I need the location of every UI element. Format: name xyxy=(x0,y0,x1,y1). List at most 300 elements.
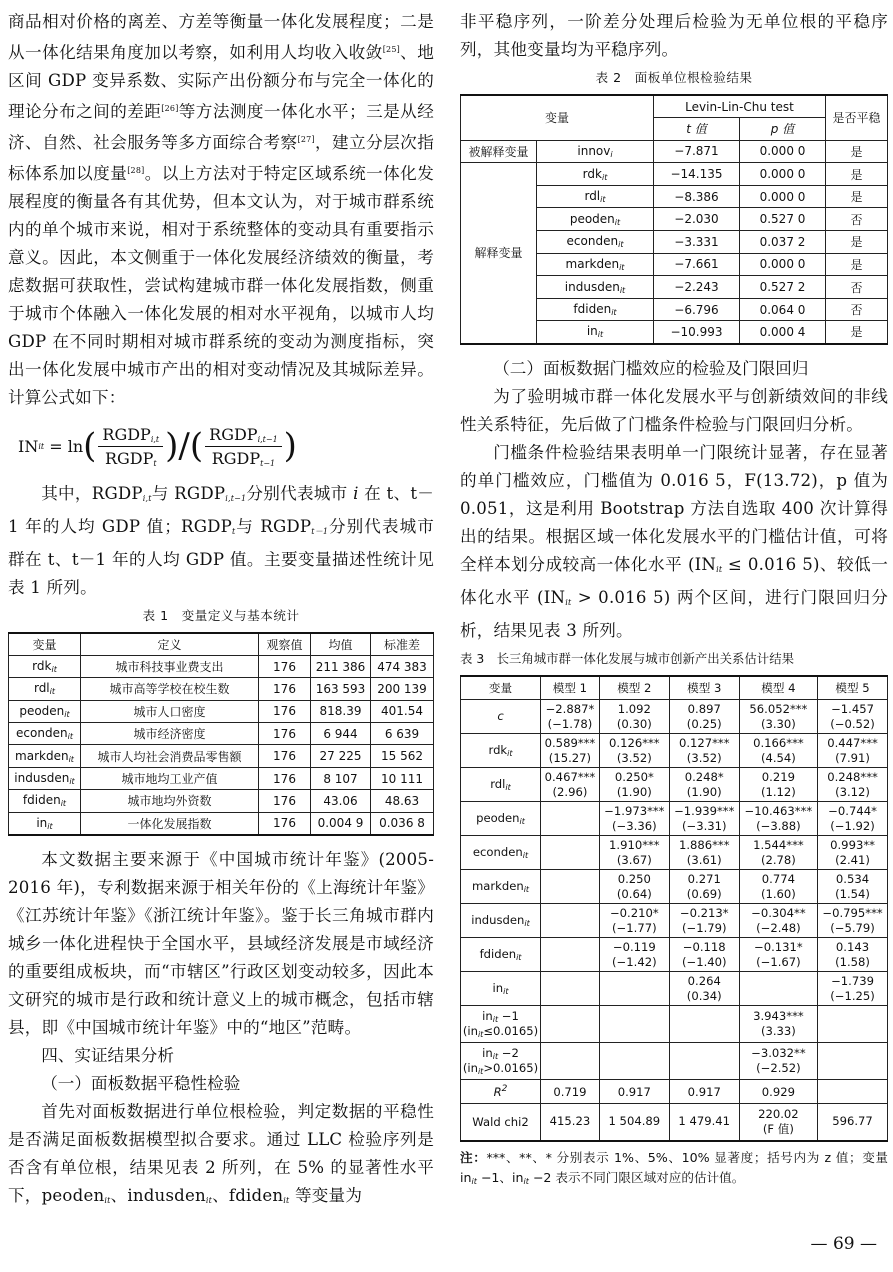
z-value: (15.27) xyxy=(548,750,592,765)
table-row xyxy=(461,836,888,870)
p-value-cell: 0.064 0 xyxy=(740,298,826,321)
estimate-cell xyxy=(739,802,817,836)
variable-cell: Wald chi2 xyxy=(461,1104,541,1141)
variable-subscript: it xyxy=(505,783,511,793)
variable-condition: (in xyxy=(462,1061,478,1076)
subsection-heading: （一）面板数据平稳性检验 xyxy=(41,1073,241,1093)
coefficient: 0.774 xyxy=(761,871,795,886)
variable-subscript: it xyxy=(619,262,625,272)
p-value-cell: 0.000 0 xyxy=(740,185,826,208)
variable-cell xyxy=(461,972,541,1006)
z-value: (2.96) xyxy=(552,784,588,799)
variable-subscript: it xyxy=(614,217,621,227)
mean-cell: 6 944 xyxy=(311,723,371,745)
z-value: (0.34) xyxy=(686,988,722,1003)
stationary-cell: 是 xyxy=(826,140,888,163)
estimate-cell xyxy=(818,768,888,802)
estimate-cell xyxy=(541,768,600,802)
estimate-cell xyxy=(818,802,888,836)
mean-cell: 0.004 9 xyxy=(311,812,371,834)
t-value-cell: −8.386 xyxy=(654,185,740,208)
variable-cell xyxy=(537,163,654,186)
variable-condition: ≤0.0165) xyxy=(483,1024,539,1039)
variable-name: peoden xyxy=(569,211,615,226)
z-value: (3.52) xyxy=(686,750,722,765)
table-row xyxy=(461,802,888,836)
table-header: 是否平稳 xyxy=(826,95,888,140)
estimate-cell xyxy=(599,972,669,1006)
mean-cell: 27 225 xyxy=(311,745,371,767)
paragraph-6: 为了验明城市群一体化发展水平与创新绩效间的非线性关系特征，先后做了门槛条件检验与门限回归分析。 xyxy=(460,386,888,434)
t-value-cell: −14.135 xyxy=(654,163,740,186)
coefficient: 0.248*** xyxy=(827,769,878,784)
z-value: (2.41) xyxy=(835,852,870,867)
variable-cell xyxy=(9,767,81,789)
coefficient: 0.143 xyxy=(835,939,870,954)
table3-caption: 表 3 长三角城市群一体化发展与城市创新产出关系估计结果 xyxy=(460,650,794,666)
variable-cell xyxy=(537,208,654,231)
estimate-cell xyxy=(818,734,888,768)
coefficient: −1.739 xyxy=(831,973,874,988)
formula: IN it = ln ( $\frac{RGDP_{i,t}}{RGDP_t}$ ) / ( $\frac{RGDP_{i,t-1}}{RGDP_{t-1}}$ ) xyxy=(18,424,297,468)
variable-subscript: it xyxy=(600,195,606,205)
coefficient: 0.250 xyxy=(617,871,651,886)
estimate-cell xyxy=(739,904,817,938)
z-value: (3.33) xyxy=(760,1024,796,1039)
estimate-cell xyxy=(669,734,739,768)
table1-caption: 表 1 变量定义与基本统计 xyxy=(142,608,300,623)
variable-subscript: it xyxy=(60,799,67,809)
coefficient: 0.264 xyxy=(687,973,721,988)
mean-cell: 211 386 xyxy=(311,655,371,677)
wald-cell xyxy=(669,1104,739,1141)
p-value-cell: 0.527 2 xyxy=(740,276,826,299)
table-row xyxy=(9,678,434,700)
variable-name: econden xyxy=(472,845,523,860)
coefficient: −0.795*** xyxy=(822,905,883,920)
z-value: (−0.52) xyxy=(830,716,875,731)
section-heading: 四、实证结果分析 xyxy=(41,1045,174,1065)
definition-cell: 城市高等学校在校生数 xyxy=(81,678,259,700)
variable-cell xyxy=(9,745,81,767)
table-header: 变量 xyxy=(9,633,81,655)
estimate-cell xyxy=(541,700,600,734)
definition-cell: 城市经济密度 xyxy=(81,723,259,745)
wald-value: 596.77 xyxy=(832,1114,873,1129)
estimate-cell xyxy=(818,938,888,972)
table-2 xyxy=(460,94,888,345)
estimate-cell xyxy=(599,904,669,938)
estimate-cell xyxy=(599,1006,669,1043)
z-value: (3.52) xyxy=(616,750,652,765)
p-value-cell: 0.000 0 xyxy=(740,253,826,276)
variable-cell xyxy=(9,700,81,722)
z-value: (−5.79) xyxy=(830,920,875,935)
variable-subscript: it xyxy=(618,240,624,250)
paragraph-3: 本文数据主要来源于《中国城市统计年鉴》(2005-2016 年)，专利数据来源于相关年份的《上海统计年鉴》《江苏统计年鉴》《浙江统计年鉴》。鉴于长三角城市群内城乡一体化进程快于全国水平，县域经济发展是市域经济的重要组成板块，而“市辖区”行政区划变动较多，因此本文研究的城市是行政和统计意义上的城市概念，包括市辖县，即《中国城市统计年鉴》中的“地区”范畴。 xyxy=(8,849,434,1037)
estimate-cell xyxy=(541,870,600,904)
variable-cell xyxy=(461,836,541,870)
sd-cell: 15 562 xyxy=(371,745,434,767)
sd-cell: 10 111 xyxy=(371,767,434,789)
z-value: (4.54) xyxy=(760,750,796,765)
table2-caption: 表 2 面板单位根检验结果 xyxy=(595,70,753,85)
variable-name: markden xyxy=(471,879,524,894)
coefficient: −1.939*** xyxy=(674,803,735,818)
z-value: (−1.40) xyxy=(681,954,727,969)
z-value: (0.25) xyxy=(686,716,722,731)
stationary-cell: 是 xyxy=(826,185,888,208)
coefficient: 0.467*** xyxy=(544,769,596,784)
estimate-cell xyxy=(541,972,600,1006)
stationary-cell: 是 xyxy=(826,163,888,186)
paragraph-1: 商品相对价格的离差、方差等衡量一体化发展程度；二是从一体化结果角度加以考察，如利用人均收入收敛[25]、地区间 GDP 变异系数、实际产出份额分布与完全一体化的理论分布之间的差距[26]等方法测度一体化水平；三是从经济、自然、社会服务等多方面综合考察[27]，建立分层次指标体系加以度量[28]。以上方法对于特定区域系统一体化发展程度的衡量各有其优势，但本文认为，对于城市群系统内的单个城市来说，相对于系统整体的变动具有重要指示意义。因此，本文侧重于一体化发展经济绩效的衡量，考虑数据可获取性，尝试构建城市群一体化发展指数，侧重于城市个体融入一体化发展的相对水平视角，以城市人均 GDP 在不同时期相对城市群系统的变动为测度指标，突出一体化发展中城市产出的相对变动情况及其城际差异。计算公式如下： xyxy=(8,12,435,407)
variable-cell xyxy=(461,938,541,972)
table-row xyxy=(461,163,888,186)
estimate-cell xyxy=(599,802,669,836)
z-value: (−2.48) xyxy=(756,920,801,935)
coefficient: 0.248* xyxy=(684,769,724,784)
coefficient: 1.544*** xyxy=(753,837,804,852)
t-value-cell: −7.661 xyxy=(654,253,740,276)
coefficient: 0.250* xyxy=(614,769,654,784)
definition-cell: 城市地均外资数 xyxy=(81,790,259,812)
variable-name: markden xyxy=(15,748,69,763)
coefficient: 0.993** xyxy=(830,837,875,852)
definition-cell: 城市科技事业费支出 xyxy=(81,655,259,677)
coefficient: 0.897 xyxy=(687,701,721,716)
estimate-cell xyxy=(541,1043,600,1080)
table-header: 均值 xyxy=(311,633,371,655)
count-cell: 176 xyxy=(259,790,311,812)
coefficient: 0.219 xyxy=(761,769,795,784)
table-row xyxy=(461,734,888,768)
z-value: (−1.67) xyxy=(756,954,801,969)
estimate-cell xyxy=(599,768,669,802)
definition-cell: 城市人均社会消费品零售额 xyxy=(81,745,259,767)
z-value: (7.91) xyxy=(835,750,870,765)
estimate-cell xyxy=(669,870,739,904)
p-value-cell: 0.000 0 xyxy=(740,163,826,186)
mean-cell: 43.06 xyxy=(311,790,371,812)
variable-name: fdiden xyxy=(479,947,517,962)
table-row xyxy=(461,1104,888,1141)
subsection-heading: （二）面板数据门槛效应的检验及门限回归 xyxy=(493,358,809,378)
variable-subscript: it xyxy=(619,285,626,295)
wald-value: 1 479.41 xyxy=(678,1114,731,1129)
coefficient: 0.166*** xyxy=(753,735,804,750)
variable-subscript: it xyxy=(67,732,73,742)
z-value: (2.78) xyxy=(760,852,796,867)
estimate-cell xyxy=(669,836,739,870)
variable-cell xyxy=(537,185,654,208)
sd-cell: 474 383 xyxy=(371,655,434,677)
variable-cell xyxy=(9,812,81,834)
z-value: (1.60) xyxy=(760,886,796,901)
variable-subscript: it xyxy=(492,1015,499,1025)
estimate-cell xyxy=(541,836,600,870)
z-value: (3.61) xyxy=(686,852,722,867)
z-value: (−1.42) xyxy=(612,954,657,969)
r2-cell: 0.917 xyxy=(669,1080,739,1104)
estimate-cell xyxy=(818,870,888,904)
table-header: 变量 xyxy=(461,676,541,700)
stationary-cell: 是 xyxy=(826,253,888,276)
table-header: 模型 5 xyxy=(818,676,888,700)
coefficient: 0.447*** xyxy=(827,735,878,750)
estimate-cell xyxy=(818,904,888,938)
coefficient: −0.744* xyxy=(828,803,877,818)
coefficient: −10.463*** xyxy=(744,803,813,818)
z-value: (3.12) xyxy=(835,784,870,799)
left-column xyxy=(8,8,434,1215)
variable-cell xyxy=(537,140,654,163)
coefficient: −0.213* xyxy=(679,905,729,920)
estimate-cell xyxy=(739,836,817,870)
variable-name: innov xyxy=(577,143,611,158)
variable-condition: (in xyxy=(462,1024,478,1039)
table-row xyxy=(9,655,434,677)
variable-name: rdl xyxy=(490,777,506,792)
wald-cell xyxy=(739,1104,817,1141)
coefficient: 56.052*** xyxy=(749,701,808,716)
variable-subscript: it xyxy=(522,851,529,861)
estimate-cell xyxy=(739,1043,817,1080)
z-value: (1.54) xyxy=(835,886,870,901)
variable-name: indusden xyxy=(14,771,70,786)
variable-subscript: it xyxy=(519,817,525,827)
variable-cell xyxy=(461,734,541,768)
sd-cell: 401.54 xyxy=(371,700,434,722)
z-value: (−1.78) xyxy=(547,716,593,731)
variable-name: c xyxy=(497,709,504,724)
count-cell: 176 xyxy=(259,655,311,677)
table-header: 标准差 xyxy=(371,633,434,655)
variable-name: indusden xyxy=(564,279,620,294)
z-value: (−1.25) xyxy=(830,988,875,1003)
variable-subscript: it xyxy=(516,953,522,963)
estimate-cell xyxy=(599,734,669,768)
table-row xyxy=(461,700,888,734)
estimate-cell xyxy=(669,802,739,836)
z-value: (0.69) xyxy=(686,886,722,901)
estimate-cell xyxy=(739,938,817,972)
definition-cell: 城市地均工业产值 xyxy=(81,767,259,789)
table-row xyxy=(461,1006,888,1043)
estimate-cell xyxy=(739,734,817,768)
t-value-cell: −3.331 xyxy=(654,231,740,254)
variable-name: rdl xyxy=(33,681,50,696)
variable-name: rdl xyxy=(584,189,601,204)
estimate-cell xyxy=(669,700,739,734)
variable-subscript: it xyxy=(64,709,70,719)
variable-subscript: it xyxy=(601,172,608,182)
variable-name: in xyxy=(586,324,598,339)
z-value: (−3.36) xyxy=(612,818,657,833)
stationary-cell: 是 xyxy=(826,231,888,254)
estimate-cell xyxy=(669,1043,739,1080)
variable-name: peoden xyxy=(19,703,65,718)
sd-cell: 6 639 xyxy=(371,723,434,745)
estimate-cell xyxy=(599,870,669,904)
estimate-cell xyxy=(739,1006,817,1043)
z-value: (−1.79) xyxy=(681,920,727,935)
variable-cell xyxy=(9,790,81,812)
z-value: (0.64) xyxy=(616,886,652,901)
variable-cell xyxy=(461,1043,541,1080)
estimate-cell xyxy=(739,700,817,734)
count-cell: 176 xyxy=(259,767,311,789)
variable-cell xyxy=(9,655,81,677)
estimate-cell xyxy=(541,802,600,836)
estimate-cell xyxy=(669,904,739,938)
t-value-cell: −2.030 xyxy=(654,208,740,231)
variable-name: in xyxy=(36,815,48,830)
variable-cell xyxy=(461,870,541,904)
coefficient: 1.092 xyxy=(617,701,651,716)
table-header-row xyxy=(461,676,888,700)
z-value: (1.90) xyxy=(686,784,722,799)
table-3 xyxy=(460,675,888,1142)
variable-cell xyxy=(461,1006,541,1043)
variable-subscript: it xyxy=(477,1067,484,1077)
estimate-cell xyxy=(669,1006,739,1043)
z-value: (3.30) xyxy=(760,716,796,731)
variable-cell xyxy=(537,276,654,299)
t-value-cell: −10.993 xyxy=(654,321,740,344)
mean-cell: 8 107 xyxy=(311,767,371,789)
mean-cell: 163 593 xyxy=(311,678,371,700)
estimate-cell xyxy=(818,1043,888,1080)
definition-cell: 一体化发展指数 xyxy=(81,812,259,834)
variable-subscript: it xyxy=(523,885,530,895)
coefficient: 0.534 xyxy=(835,871,870,886)
group-cell: 解释变量 xyxy=(461,163,537,344)
z-value: (0.30) xyxy=(616,716,652,731)
count-cell: 176 xyxy=(259,700,311,722)
table-header: 模型 3 xyxy=(669,676,739,700)
variable-name: rdk xyxy=(32,659,52,674)
variable-suffix: −2 xyxy=(498,1046,519,1061)
variable-subscript: it xyxy=(49,687,56,697)
table-header-row xyxy=(461,95,888,118)
table-row xyxy=(461,904,888,938)
r2-cell: 0.929 xyxy=(739,1080,817,1104)
coefficient: −1.973*** xyxy=(604,803,665,818)
coefficient: 0.127*** xyxy=(678,735,730,750)
paragraph-4: 首先对面板数据进行单位根检验，判定数据的平稳性是否满足面板数据模型拟合要求。通过 LLC 检验序列是否含有单位根，结果见表 2 所列，在 5% 的显著性水平下，peoden$_{it}$、indusden$_{it}$、fdiden$_{it}$ 等变量为 xyxy=(8,1101,434,1205)
estimate-cell xyxy=(599,700,669,734)
wald-value: 220.02 xyxy=(758,1106,799,1121)
wald-cell xyxy=(541,1104,600,1141)
variable-name: fdiden xyxy=(22,793,61,808)
variable-name: fdiden xyxy=(573,302,612,317)
estimate-cell xyxy=(599,938,669,972)
variable-name: in xyxy=(482,1046,493,1061)
table-row xyxy=(9,745,434,767)
table-row xyxy=(9,812,434,834)
table-header: 模型 1 xyxy=(541,676,600,700)
estimate-cell xyxy=(599,836,669,870)
variable-cell xyxy=(461,768,541,802)
variable-superscript: 2 xyxy=(501,1084,508,1095)
p-value-cell: 0.037 2 xyxy=(740,231,826,254)
variable-cell xyxy=(9,678,81,700)
z-value: (−3.88) xyxy=(756,818,801,833)
estimate-cell xyxy=(739,972,817,1006)
coefficient: 3.943*** xyxy=(753,1009,804,1024)
table-row xyxy=(9,723,434,745)
t-value-cell: −7.871 xyxy=(654,140,740,163)
z-value: (3.67) xyxy=(616,852,652,867)
count-cell: 176 xyxy=(259,812,311,834)
coefficient: −3.032** xyxy=(751,1046,806,1061)
table-header: 定义 xyxy=(81,633,259,655)
z-value: (−2.52) xyxy=(756,1061,801,1076)
estimate-cell xyxy=(541,938,600,972)
paragraph-2: 其中，$RGDP_{i,t}$与 $RGDP_{i,t-1}$分别代表城市 i 在 t、t－1 年的人均 GDP 值；$RGDP_t$与 $RGDP_{t-1}$分别代表城市群在 t、t－1 年的人均 GDP 值。主要变量描述性统计见表 1 所列。 xyxy=(8,484,435,597)
table-1 xyxy=(8,632,434,836)
coefficient: −0.210* xyxy=(609,905,659,920)
variable-name: rdk xyxy=(488,743,508,758)
stationary-cell: 否 xyxy=(826,298,888,321)
p-value-cell: 0.527 0 xyxy=(740,208,826,231)
table-row xyxy=(461,768,888,802)
wald-value: 1 504.89 xyxy=(608,1114,661,1129)
variable-subscript: it xyxy=(477,1030,484,1040)
table-header: 模型 4 xyxy=(739,676,817,700)
variable-cell xyxy=(461,700,541,734)
variable-name: econden xyxy=(16,726,68,741)
z-value: (−1.77) xyxy=(612,920,657,935)
table-header: Levin-Lin-Chu test xyxy=(654,95,826,118)
stationary-cell: 是 xyxy=(826,321,888,344)
variable-cell xyxy=(537,231,654,254)
sd-cell: 0.036 8 xyxy=(371,812,434,834)
table-row xyxy=(9,700,434,722)
variable-cell xyxy=(537,321,654,344)
sd-cell: 200 139 xyxy=(371,678,434,700)
variable-cell xyxy=(461,802,541,836)
variable-name: markden xyxy=(565,256,620,271)
mean-cell: 818.39 xyxy=(311,700,371,722)
variable-subscript: it xyxy=(492,1052,499,1062)
right-column xyxy=(460,8,888,1192)
wald-cell xyxy=(818,1104,888,1141)
paragraph-7: 门槛条件检验结果表明单一门限统计显著，存在显著的单门槛效应，门槛值为 0.016 5，F(13.72)，p 值为 0.051，这是利用 Bootstrap 方法自选取 400 次计算得出的结果。根据区域一体化发展水平的门槛估计值，可将全样本划分成较高一体化水平 ($IN_{it} \le 0.016$ 5)、较低一体化水平 ($IN_{it} > 0.016$ 5) 两个区间，进行门限回归分析，结果见表 3 所列。 xyxy=(460,442,888,640)
variable-cell xyxy=(537,298,654,321)
variable-cell xyxy=(461,1080,541,1104)
r2-cell xyxy=(818,1080,888,1104)
estimate-cell xyxy=(739,870,817,904)
variable-subscript: it xyxy=(51,665,57,675)
variable-subscript: i xyxy=(610,149,613,159)
variable-subscript: it xyxy=(68,754,74,764)
variable-subscript: it xyxy=(503,987,509,997)
coefficient: 1.910*** xyxy=(609,837,660,852)
table-row xyxy=(461,1080,888,1104)
variable-name: in xyxy=(492,981,504,996)
count-cell: 176 xyxy=(259,745,311,767)
estimate-cell xyxy=(739,768,817,802)
estimate-cell xyxy=(599,1043,669,1080)
t-value-cell: −2.243 xyxy=(654,276,740,299)
z-value: (1.90) xyxy=(616,784,652,799)
variable-name: rdk xyxy=(582,166,602,181)
estimate-cell xyxy=(669,972,739,1006)
z-value: (1.58) xyxy=(835,954,870,969)
table-header: 观察值 xyxy=(259,633,311,655)
